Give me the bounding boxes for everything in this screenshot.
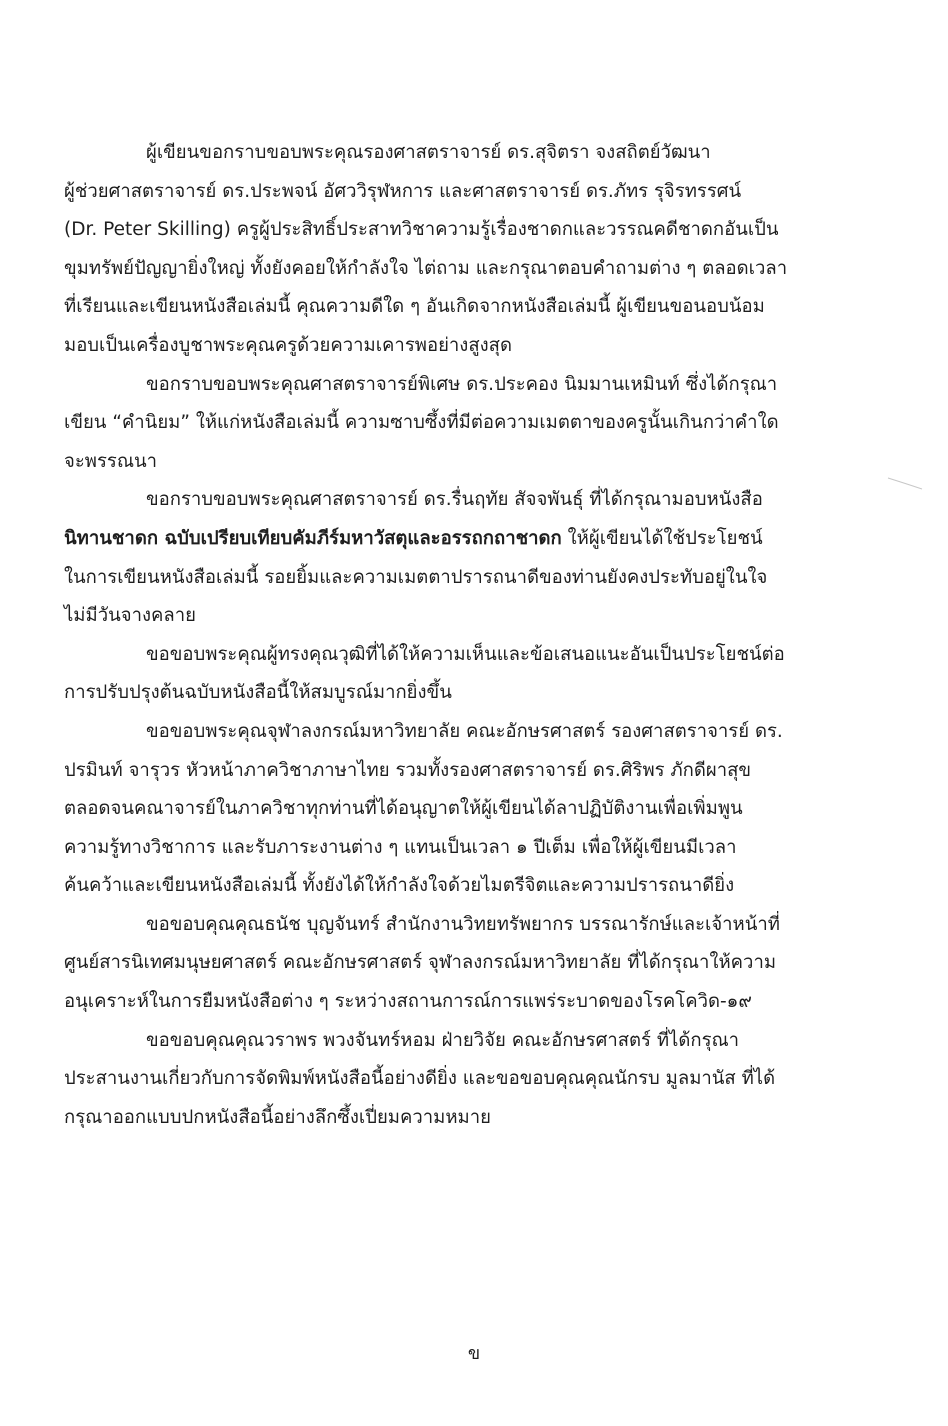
paper-crease-mark [886, 474, 924, 492]
text-line: อนุเคราะห์ในการยืมหนังสือต่าง ๆ ระหว่างสถานการณ์การแพร่ระบาดของโรคโควิด-๑๙ [64, 991, 752, 1013]
text-line: เขียน “คำนิยม” ให้แก่หนังสือเล่มนี้ ความซาบซึ้งที่มีต่อความเมตตาของครูนั้นเกินกว่าคำใด [64, 412, 779, 434]
paragraph-1 [64, 134, 816, 366]
text-line: กรุณาออกแบบปกหนังสือนี้อย่างลึกซึ้งเปี่ยมความหมาย [64, 1106, 491, 1128]
paragraph-2 [64, 366, 816, 482]
text-line: ผู้ช่วยศาสตราจารย์ ดร.ประพจน์ อัศววิรุฬหการ และศาสตราจารย์ ดร.ภัทร รุจิรทรรศน์ [64, 180, 742, 202]
text-line: ประสานงานเกี่ยวกับการจัดพิมพ์หนังสือนี้อย่างดียิ่ง และขอขอบคุณคุณนักรบ มูลมานัส ที่ได้ [64, 1068, 776, 1090]
text-line: การปรับปรุงต้นฉบับหนังสือนี้ให้สมบูรณ์มากยิ่งขึ้น [64, 682, 452, 704]
text-line: ขอขอบคุณคุณธนัช บุญจันทร์ สำนักงานวิทยทรัพยากร บรรณารักษ์และเจ้าหน้าที่ [146, 913, 780, 935]
text-line: ค้นคว้าและเขียนหนังสือเล่มนี้ ทั้งยังได้ให้กำลังใจด้วยไมตรีจิตและความปรารถนาดียิ่ง [64, 875, 735, 897]
acknowledgement-body [64, 134, 816, 1137]
text-line: มอบเป็นเครื่องบูชาพระคุณครูด้วยความเคารพอย่างสูงสุด [64, 334, 512, 356]
text-line: ขอขอบพระคุณจุฬาลงกรณ์มหาวิทยาลัย คณะอักษรศาสตร์ รองศาสตราจารย์ ดร. [146, 720, 783, 742]
text-line: ในการเขียนหนังสือเล่มนี้ รอยยิ้มและความเมตตาปรารถนาดีของท่านยังคงประทับอยู่ในใจ [64, 566, 768, 588]
text-line: จะพรรณนา [64, 450, 158, 472]
paragraph-4 [64, 636, 816, 713]
text-line: ศูนย์สารนิเทศมนุษยศาสตร์ คณะอักษรศาสตร์ จุฬาลงกรณ์มหาวิทยาลัย ที่ได้กรุณาให้ความ [64, 952, 777, 974]
paragraph-7 [64, 1022, 816, 1138]
paragraph-5 [64, 713, 816, 906]
text-line: ความรู้ทางวิชาการ และรับภาระงานต่าง ๆ แทนเป็นเวลา ๑ ปีเต็ม เพื่อให้ผู้เขียนมีเวลา [64, 836, 737, 858]
text-line: นิทานชาดก ฉบับเปรียบเทียบคัมภีร์มหาวัสตุและอรรถกถาชาดก ให้ผู้เขียนได้ใช้ประโยชน์ [64, 527, 763, 549]
paragraph-3 [64, 481, 816, 635]
text-line: ขุมทรัพย์ปัญญายิ่งใหญ่ ทั้งยังคอยให้กำลังใจ ไต่ถาม และกรุณาตอบคำถามต่าง ๆ ตลอดเวลา [64, 257, 788, 279]
text-line: ขอขอบคุณคุณวราพร พวงจันทร์หอม ฝ่ายวิจัย คณะอักษรศาสตร์ ที่ได้กรุณา [146, 1029, 740, 1051]
text-line: ไม่มีวันจางคลาย [64, 605, 196, 627]
paragraph-6 [64, 906, 816, 1022]
text-line: ที่เรียนและเขียนหนังสือเล่มนี้ คุณความดีใด ๆ อันเกิดจากหนังสือเล่มนี้ ผู้เขียนขอนอบน้อม [64, 296, 765, 318]
text-line: (Dr. Peter Skilling) ครูผู้ประสิทธิ์ประสาทวิชาความรู้เรื่องชาดกและวรรณคดีชาดกอันเป็น [64, 219, 779, 241]
page-number: ข [467, 1343, 481, 1364]
text-line: ขอกราบขอบพระคุณศาสตราจารย์ ดร.รื่นฤทัย สัจจพันธุ์ ที่ได้กรุณามอบหนังสือ [146, 489, 763, 511]
text-line: ปรมินท์ จารุวร หัวหน้าภาควิชาภาษาไทย รวมทั้งรองศาสตราจารย์ ดร.ศิริพร ภักดีผาสุข [64, 759, 752, 781]
text-line: ตลอดจนคณาจารย์ในภาควิชาทุกท่านที่ได้อนุญาตให้ผู้เขียนได้ลาปฏิบัติงานเพื่อเพิ่มพูน [64, 798, 743, 820]
text-line: ผู้เขียนขอกราบขอบพระคุณรองศาสตราจารย์ ดร.สุจิตรา จงสถิตย์วัฒนา [146, 142, 711, 163]
text-line: ขอขอบพระคุณผู้ทรงคุณวุฒิที่ได้ให้ความเห็นและข้อเสนอแนะอันเป็นประโยชน์ต่อ [146, 643, 785, 665]
book-title: นิทานชาดก ฉบับเปรียบเทียบคัมภีร์มหาวัสตุและอรรถกถาชาดก [64, 527, 562, 549]
text-line: ขอกราบขอบพระคุณศาสตราจารย์พิเศษ ดร.ประคอง นิมมานเหมินท์ ซึ่งได้กรุณา [146, 373, 778, 395]
